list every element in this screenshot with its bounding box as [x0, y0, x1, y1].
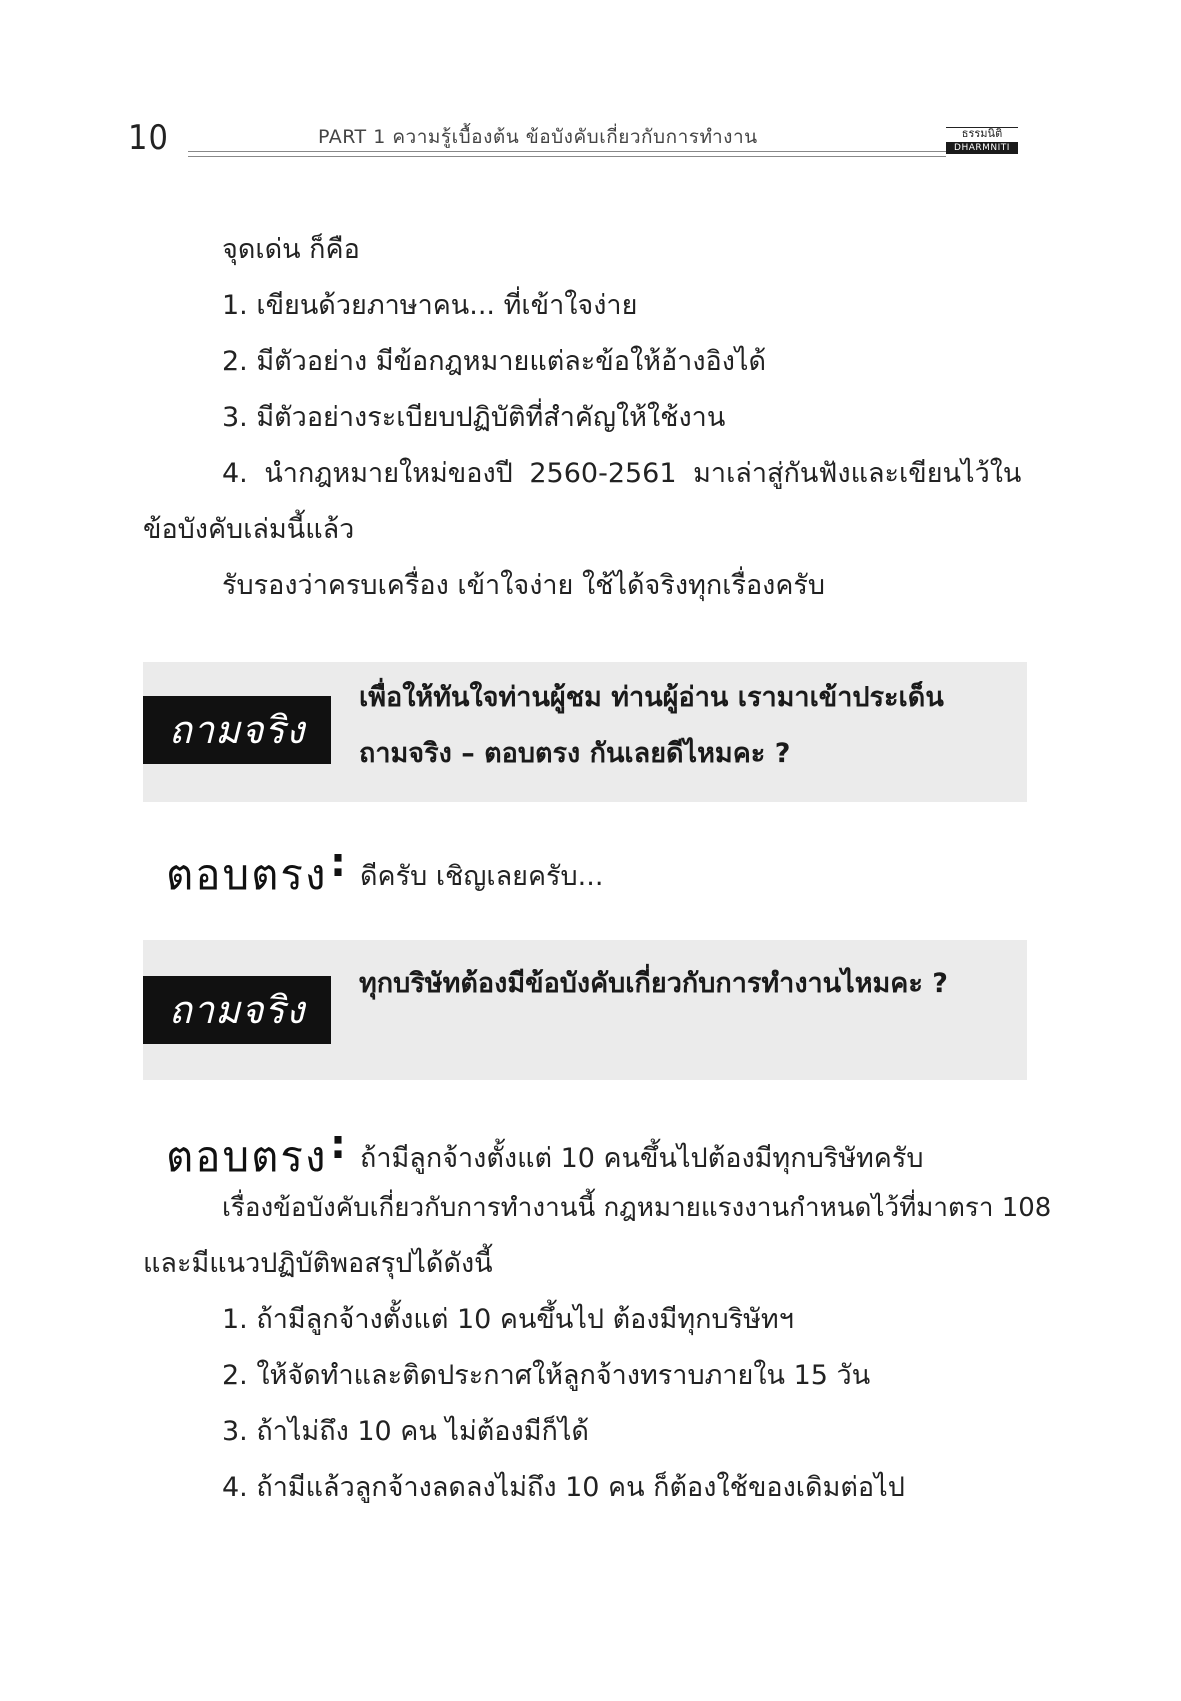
answer-colon: : — [330, 840, 346, 886]
question-tag: ถามจริง — [143, 696, 331, 764]
detail-item: 1. ถ้ามีลูกจ้างตั้งแต่ 10 คนขึ้นไป ต้องมีทุกบริษัทฯ — [222, 1304, 794, 1335]
intro-item: 2. มีตัวอย่าง มีข้อกฎหมายแต่ละข้อให้อ้างอิงได้ — [222, 346, 767, 377]
intro-item: 4. นำกฎหมายใหม่ของปี 2560-2561 มาเล่าสู่กันฟังและเขียนไว้ใน — [222, 458, 1022, 489]
publisher-logo-latin: DHARMNITI — [946, 142, 1018, 154]
intro-lead: จุดเด่น ก็คือ — [222, 234, 360, 265]
detail-paragraph: เรื่องข้อบังคับเกี่ยวกับการทำงานนี้ กฎหมายแรงงานกำหนดไว้ที่มาตรา 108 — [222, 1193, 1052, 1223]
question-text: เพื่อให้ทันใจท่านผู้ชม ท่านผู้อ่าน เรามาเข้าประเด็น — [359, 682, 944, 713]
question-tag: ถามจริง — [143, 976, 331, 1044]
answer-label: ตอบตรง — [166, 1132, 328, 1181]
answer-colon: : — [330, 1122, 346, 1168]
detail-paragraph: และมีแนวปฏิบัติพอสรุปได้ดังนี้ — [143, 1248, 493, 1279]
intro-item: 3. มีตัวอย่างระเบียบปฏิบัติที่สำคัญให้ใช้งาน — [222, 402, 726, 433]
answer-label: ตอบตรง — [166, 850, 328, 899]
page-number: 10 — [128, 118, 169, 158]
question-box — [143, 940, 1027, 1080]
question-text: ถามจริง – ตอบตรง กันเลยดีไหมคะ ? — [359, 738, 791, 769]
detail-item: 2. ให้จัดทำและติดประกาศให้ลูกจ้างทราบภายใน 15 วัน — [222, 1360, 871, 1391]
intro-closing: รับรองว่าครบเครื่อง เข้าใจง่าย ใช้ได้จริงทุกเรื่องครับ — [222, 570, 826, 601]
detail-item: 4. ถ้ามีแล้วลูกจ้างลดลงไม่ถึง 10 คน ก็ต้องใช้ของเดิมต่อไป — [222, 1472, 905, 1503]
intro-item-continuation: ข้อบังคับเล่มนี้แล้ว — [143, 514, 355, 545]
header-rule — [188, 151, 946, 152]
header-rule — [188, 156, 946, 157]
publisher-logo-thai: ธรรมนิติ — [946, 127, 1018, 140]
running-title: PART 1 ความรู้เบื้องต้น ข้อบังคับเกี่ยวกับการทำงาน — [318, 126, 758, 148]
detail-item: 3. ถ้าไม่ถึง 10 คน ไม่ต้องมีก็ได้ — [222, 1416, 589, 1447]
page-header — [128, 118, 1018, 168]
publisher-logo — [946, 127, 1018, 157]
question-box — [143, 662, 1027, 802]
intro-item: 1. เขียนด้วยภาษาคน... ที่เข้าใจง่าย — [222, 290, 638, 321]
answer-text: ถ้ามีลูกจ้างตั้งแต่ 10 คนขึ้นไปต้องมีทุกบริษัทครับ — [360, 1143, 924, 1174]
question-text: ทุกบริษัทต้องมีข้อบังคับเกี่ยวกับการทำงานไหมคะ ? — [359, 968, 948, 999]
answer-text: ดีครับ เชิญเลยครับ... — [360, 861, 604, 892]
